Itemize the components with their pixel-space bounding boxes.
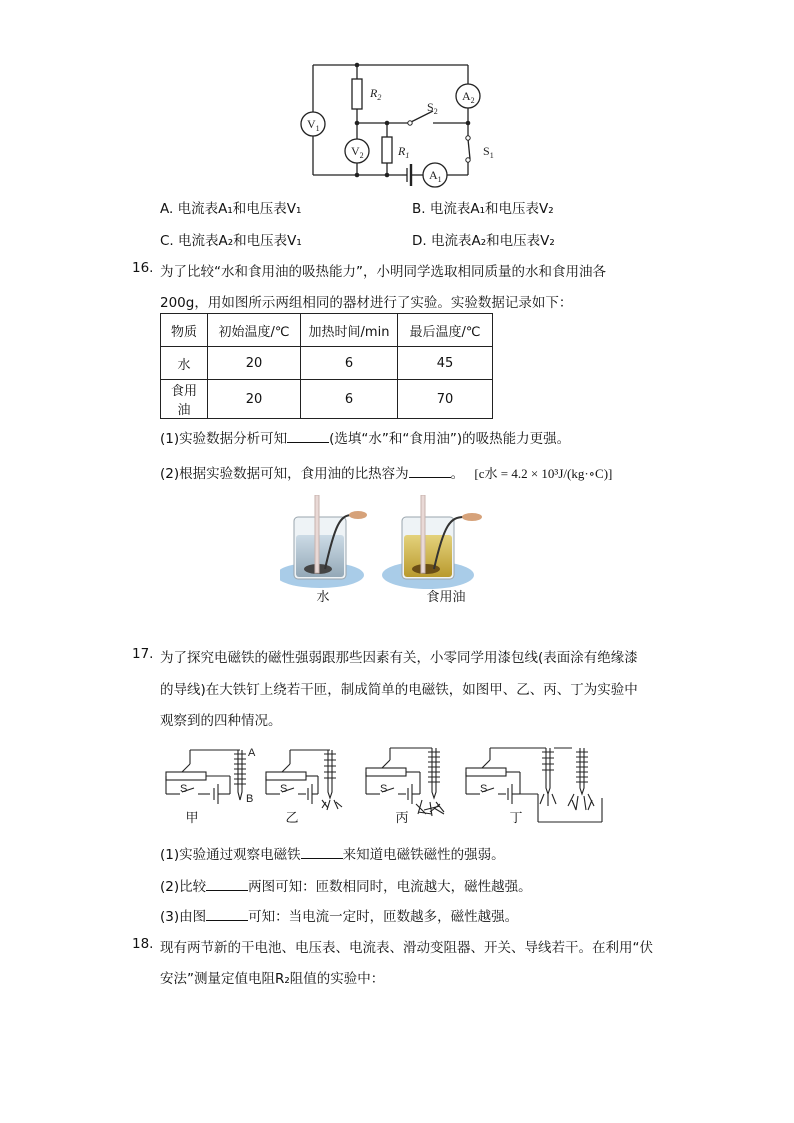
table-cell: 6 <box>301 380 398 419</box>
question-17-stem-2: 的导线)在大铁钉上绕若干匝，制成简单的电磁铁，如图甲、乙、丙、丁为实验中 <box>160 682 638 698</box>
meter-a1-label: A <box>429 168 438 182</box>
question-18-number: 18. <box>132 936 154 952</box>
table-header-cell: 加热时间/min <box>301 314 398 347</box>
table-cell: 水 <box>161 347 208 380</box>
table-cell: 食用油 <box>161 380 208 419</box>
question-17-sub-3: (3)由图 可知：当电流一定时，匝数越多，磁性越强。 <box>160 909 519 925</box>
answer-blank <box>409 465 451 478</box>
question-17-sub-2: (2)比较 两图可知：匝数相同时，电流越大，磁性越强。 <box>160 879 532 895</box>
switch-s2-label: S <box>427 100 434 114</box>
meter-a2-label: A <box>462 89 471 103</box>
table-cell: 70 <box>398 380 493 419</box>
switch-label: S <box>280 783 288 795</box>
table-cell: 6 <box>301 347 398 380</box>
svg-text:S2: $S_2$ <box>427 100 438 116</box>
switch-label: S <box>380 783 388 795</box>
svg-text:S1: $S_1$ <box>483 144 494 160</box>
answer-blank <box>206 908 248 921</box>
specific-heat-formula: [c水 = 4.2 × 10³J/(kg·∘C)] <box>474 466 613 481</box>
figure-label-bing: 丙 <box>395 811 409 826</box>
table-header-cell: 最后温度/℃ <box>398 314 493 347</box>
figure-label-yi: 乙 <box>285 811 299 826</box>
nail-end-label-b: B <box>246 793 254 805</box>
svg-text:A1: $A_1$ <box>429 168 442 184</box>
experiment-data-table <box>160 313 493 419</box>
switch-label: S <box>480 783 488 795</box>
option-b: B. 电流表A₁和电压表V₂ <box>412 201 554 217</box>
electromagnet-figures <box>160 744 610 824</box>
switch-s1-label: S <box>483 144 490 158</box>
question-17-sub-1: (1)实验通过观察电磁铁 来知道电磁铁磁性的强弱。 <box>160 847 505 863</box>
answer-blank <box>287 430 329 443</box>
switch-label: S <box>180 783 188 795</box>
table-header-row <box>161 314 493 347</box>
svg-text:A2: $A_2$ <box>462 89 475 105</box>
figure-label-oil: 食用油 <box>426 590 466 605</box>
svg-text:R2: $R_2$ <box>370 86 382 102</box>
figure-label-ding: 丁 <box>509 811 523 826</box>
table-row <box>161 347 493 380</box>
table-header-cell: 初始温度/℃ <box>208 314 301 347</box>
meter-v2-label: V <box>351 144 360 158</box>
question-16-stem-1: 为了比较“水和食用油的吸热能力”，小明同学选取相同质量的水和食用油各 <box>160 264 606 280</box>
table-cell: 20 <box>208 347 301 380</box>
question-17-stem-3: 观察到的四种情况。 <box>160 713 282 729</box>
answer-blank <box>301 846 343 859</box>
meter-v1-label: V <box>307 117 316 131</box>
svg-text:R1: $R_1$ <box>398 144 410 160</box>
question-16-sub-2: (2)根据实验数据可知，食用油的比热容为 。 [c水 = 4.2 × 10³J/(kg·∘C)] <box>160 466 613 482</box>
nail-end-label-a: A <box>248 747 256 759</box>
question-18-stem-1: 现有两节新的干电池、电压表、电流表、滑动变阻器、开关、导线若干。在利用“伏 <box>160 940 653 956</box>
table-cell: 20 <box>208 380 301 419</box>
question-16-number: 16. <box>132 260 154 276</box>
figure-label-jia: 甲 <box>185 811 199 826</box>
question-17-number: 17. <box>132 646 154 662</box>
option-a: A. 电流表A₁和电压表V₁ <box>160 201 302 217</box>
question-17-stem-1: 为了探究电磁铁的磁性强弱跟那些因素有关，小零同学用漆包线(表面涂有绝缘漆 <box>160 650 638 666</box>
table-header-cell: 物质 <box>161 314 208 347</box>
option-c: C. 电流表A₂和电压表V₁ <box>160 233 302 249</box>
circuit-diagram <box>290 55 520 195</box>
svg-text:V1: $V_1$ <box>307 117 320 133</box>
question-18-stem-2: 安法”测量定值电阻R₂阻值的实验中： <box>160 971 385 987</box>
resistor-r1-label: R <box>398 144 406 158</box>
answer-blank <box>206 878 248 891</box>
table-row <box>161 380 493 419</box>
resistor-r2-label: R <box>370 86 378 100</box>
question-16-stem-2: 200g，用如图所示两组相同的器材进行了实验。实验数据记录如下： <box>160 295 573 311</box>
question-16-sub-1: (1)实验数据分析可知 (选填“水”和“食用油”)的吸热能力更强。 <box>160 431 571 447</box>
figure-label-water: 水 <box>316 590 330 605</box>
option-d: D. 电流表A₂和电压表V₂ <box>412 233 555 249</box>
svg-text:V2: $V_2$ <box>351 144 364 160</box>
table-cell: 45 <box>398 347 493 380</box>
